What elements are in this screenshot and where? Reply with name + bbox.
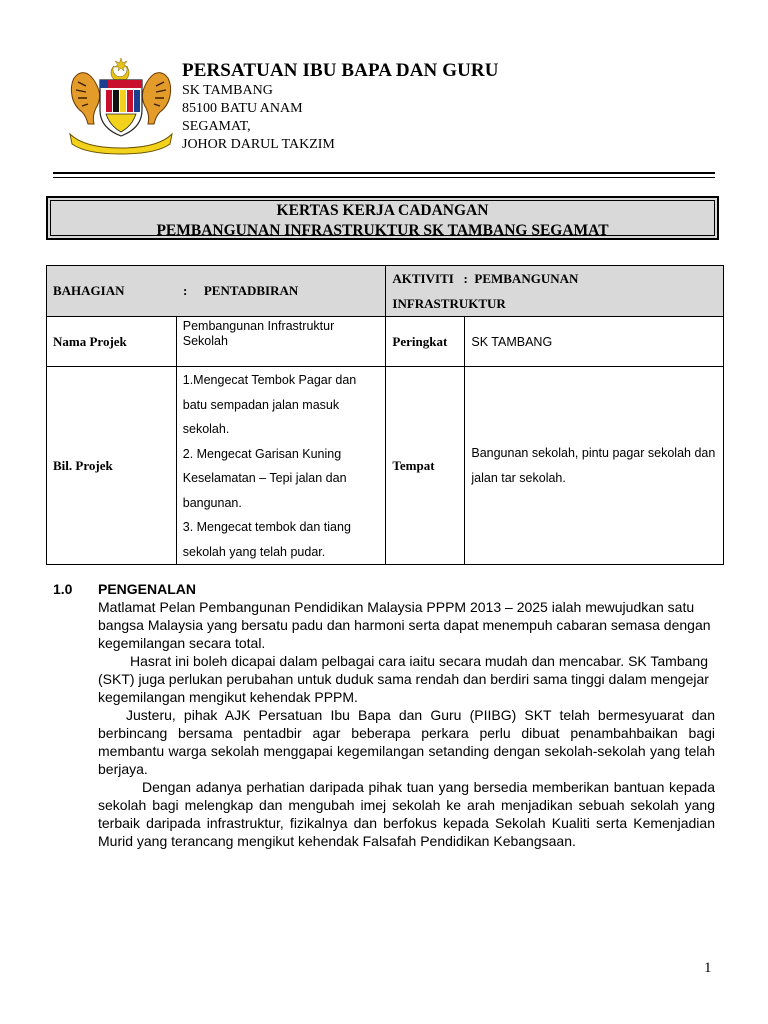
tempat-label: Tempat	[386, 367, 465, 565]
tempat-value: Bangunan sekolah, pintu pagar sekolah dan jalan tar sekolah.	[465, 367, 724, 565]
peringkat-label: Peringkat	[386, 317, 465, 367]
address-line-4: JOHOR DARUL TAKZIM	[182, 137, 335, 152]
list-item: 2. Mengecat Garisan Kuning Keselamatan – Tepi jalan dan bangunan.	[182, 446, 347, 510]
bil-projek-list	[176, 367, 386, 565]
letterhead	[182, 60, 499, 154]
paragraph-2: Hasrat ini boleh dicapai dalam pelbagai cara iaitu secara mudah dan mencabar. SK Tambang (SKT) juga perlukan perubahan untuk duduk sama rendah dan berdiri sama tinggi dalam mengejar kegemilangan mengikut kehendak PPPM.	[98, 653, 709, 705]
address-line-3: SEGAMAT,	[182, 119, 251, 134]
aktiviti-line-1: AKTIVITI : PEMBANGUNAN	[392, 271, 579, 286]
peringkat-value: SK TAMBANG	[465, 317, 724, 367]
bil-projek-label: Bil. Projek	[47, 367, 177, 565]
paragraph-4: Dengan adanya perhatian daripada pihak tuan yang bersedia memberikan bantuan kepada sekolah bagi melengkap dan mengubah imej sekolah ke arah menjadikan sebuah sekolah yang terbaik daripada infrastruktur, fizikalnya dan berfokus kepada Sekolah Kualiti serta Kemenjadian Murid yang terancang mengikut kehendak Falsafah Pendidikan Kebangsaan.	[98, 779, 715, 849]
bahagian-label: BAHAGIAN	[53, 283, 125, 298]
aktiviti-cell	[386, 266, 724, 317]
introduction-section	[53, 580, 715, 850]
list-item: 1.Mengecat Tembok Pagar dan batu sempadan jalan masuk sekolah.	[182, 373, 357, 436]
page-number: 1	[704, 960, 712, 976]
paragraph-3: Justeru, pihak AJK Persatuan Ibu Bapa dan Guru (PIIBG) SKT telah bermesyuarat dan berbincang bersama pentadbir agar beberapa perkara perlu dibuat penambahbaikan bagi membantu warga sekolah menggapai kegemilangan setanding dengan sekolah-sekolah yang telah berjaya.	[98, 707, 715, 777]
header-rule-thick	[53, 172, 715, 174]
bahagian-separator: :	[183, 283, 188, 298]
address-line-2: 85100 BATU ANAM	[182, 101, 303, 116]
section-title: PENGENALAN	[98, 581, 197, 597]
table-row	[47, 266, 724, 317]
aktiviti-line-2: INFRASTRUKTUR	[392, 296, 506, 311]
section-number: 1.0	[53, 581, 73, 597]
organization-name: PERSATUAN IBU BAPA DAN GURU	[182, 60, 499, 81]
nama-projek-label: Nama Projek	[47, 317, 177, 367]
title-line-2: PEMBANGUNAN INFRASTRUKTUR SK TAMBANG SEGAMAT	[156, 222, 609, 239]
header-rule-thin	[53, 177, 715, 178]
title-line-1: KERTAS KERJA CADANGAN	[276, 202, 489, 219]
coat-of-arms-emblem	[66, 56, 176, 156]
list-item: 3. Mengecat tembok dan tiang sekolah yang telah pudar.	[182, 520, 351, 559]
bahagian-value: PENTADBIRAN	[203, 283, 299, 298]
paragraph-1: Matlamat Pelan Pembangunan Pendidikan Malaysia PPPM 2013 – 2025 ialah mewujudkan satu bangsa Malaysia yang bersatu padu dan harmoni serta dapat menempuh cabaran semasa dengan kegemilangan secara total.	[98, 599, 711, 651]
project-info-table	[46, 265, 724, 565]
nama-projek-value: Pembangunan Infrastruktur Sekolah	[176, 317, 386, 367]
section-heading	[53, 580, 715, 598]
address-line-1: SK TAMBANG	[182, 83, 273, 98]
document-title-box	[46, 196, 719, 240]
table-row	[47, 317, 724, 367]
bahagian-cell	[47, 266, 386, 317]
table-row	[47, 367, 724, 565]
